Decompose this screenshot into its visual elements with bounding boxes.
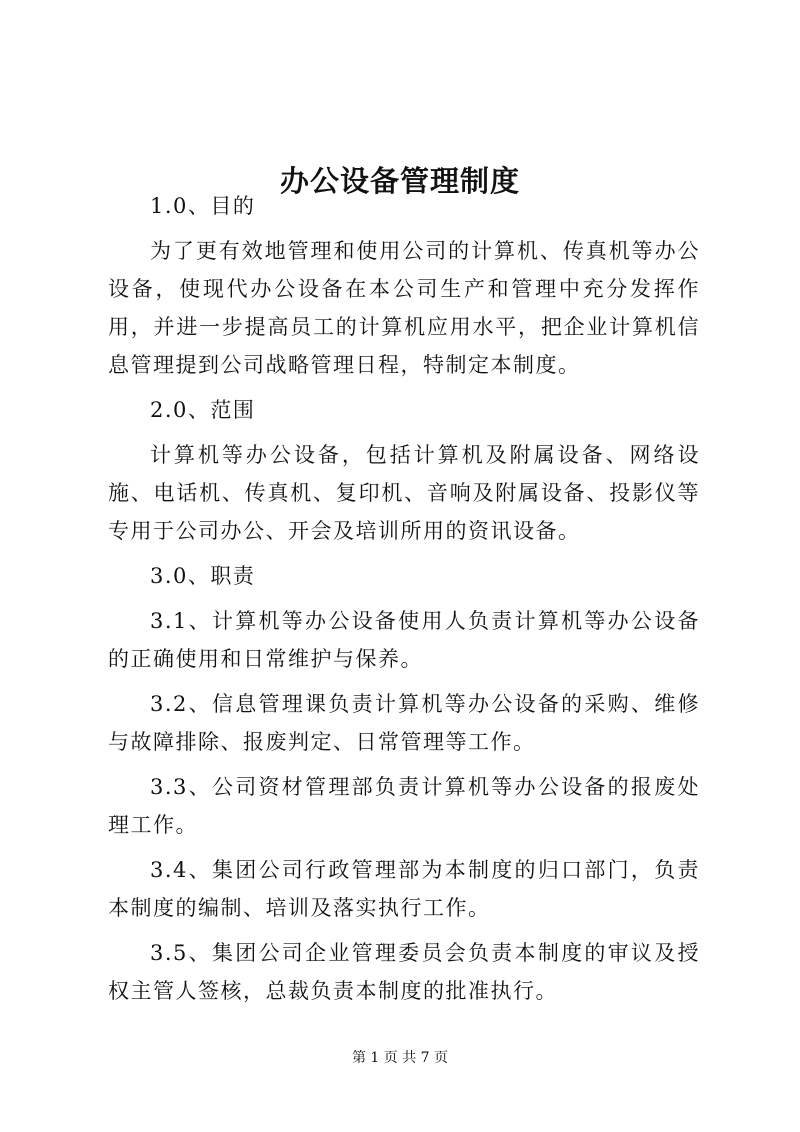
document-title: 办公设备管理制度: [279, 164, 520, 199]
duty-item-3-1: 3.1、计算机等办公设备使用人负责计算机等办公设备的正确使用和日常维护与保养。: [108, 609, 700, 671]
section-heading-duties: 3.0、职责: [150, 564, 256, 588]
duty-item-3-4: 3.4、集团公司行政管理部为本制度的归口部门，负责本制度的编制、培训及落实执行工作。: [108, 858, 700, 920]
scope-paragraph: 计算机等办公设备，包括计算机及附属设备、网络设施、电话机、传真机、复印机、音响及附属设备、投影仪等专用于公司办公、开会及培训所用的资讯设备。: [108, 443, 700, 543]
purpose-paragraph: 为了更有效地管理和使用公司的计算机、传真机等办公设备，使现代办公设备在本公司生产和管理中充分发挥作用，并进一步提高员工的计算机应用水平，把企业计算机信息管理提到公司战略管理日程，特制定本制度。: [108, 239, 700, 377]
duty-item-3-2: 3.2、信息管理课负责计算机等办公设备的采购、维修与故障排除、报废判定、日常管理等工作。: [108, 692, 700, 754]
section-heading-scope: 2.0、范围: [150, 398, 256, 422]
duty-item-3-5: 3.5、集团公司企业管理委员会负责本制度的审议及授权主管人签核，总裁负责本制度的批准执行。: [108, 941, 700, 1003]
duty-item-3-3: 3.3、公司资材管理部负责计算机等办公设备的报废处理工作。: [108, 775, 700, 837]
page-number-footer: 第 1 页 共 7 页: [351, 1050, 449, 1066]
document-body: [108, 187, 700, 1017]
section-heading-purpose: 1.0、目的: [150, 194, 256, 218]
